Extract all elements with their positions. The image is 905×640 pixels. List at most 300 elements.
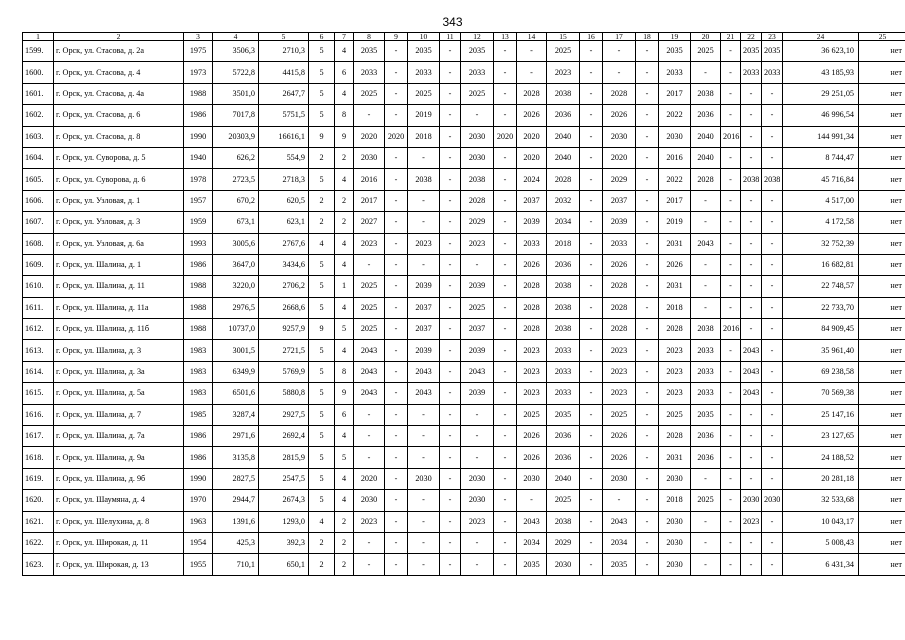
table-cell: 9 xyxy=(309,126,335,147)
table-cell: - xyxy=(494,383,517,404)
table-cell: 2030 xyxy=(408,468,440,489)
table-cell: 2023 xyxy=(408,233,440,254)
table-cell: 5880,8 xyxy=(259,383,309,404)
table-cell: 2030 xyxy=(461,126,494,147)
table-cell: - xyxy=(440,147,461,168)
table-cell: - xyxy=(691,532,721,553)
table-cell: - xyxy=(385,62,408,83)
table-cell: 5751,5 xyxy=(259,105,309,126)
table-cell: 2027 xyxy=(354,212,385,233)
table-row xyxy=(23,447,905,468)
table-cell: - xyxy=(408,212,440,233)
table-cell: - xyxy=(580,212,603,233)
table-cell: - xyxy=(762,468,783,489)
table-cell: 4 xyxy=(335,468,354,489)
table-cell: 2034 xyxy=(547,212,580,233)
table-cell: 2028 xyxy=(517,297,547,318)
table-cell: - xyxy=(603,490,636,511)
table-cell: г. Орск, ул. Шалина, д. 9а xyxy=(54,447,184,468)
table-cell: 2 xyxy=(309,532,335,553)
table-cell: - xyxy=(580,83,603,104)
table-cell: 2025 xyxy=(659,404,691,425)
table-cell: - xyxy=(494,532,517,553)
table-cell: 2030 xyxy=(354,490,385,511)
table-cell: - xyxy=(721,297,741,318)
table-cell: 2927,5 xyxy=(259,404,309,425)
table-cell: - xyxy=(385,532,408,553)
data-table xyxy=(22,32,905,576)
table-cell: 2035 xyxy=(461,41,494,62)
table-cell: 2030 xyxy=(461,468,494,489)
table-cell: - xyxy=(440,361,461,382)
table-cell: 2024 xyxy=(517,169,547,190)
table-cell: 5 xyxy=(309,490,335,511)
table-cell: 1986 xyxy=(184,447,213,468)
table-cell: - xyxy=(580,233,603,254)
table-cell: - xyxy=(385,468,408,489)
table-cell: - xyxy=(721,105,741,126)
table-cell: 2767,6 xyxy=(259,233,309,254)
table-cell: 2025 xyxy=(691,41,721,62)
table-cell: 2016 xyxy=(659,147,691,168)
table-cell: - xyxy=(721,554,741,575)
table-cell: 2026 xyxy=(603,254,636,275)
table-cell: 2038 xyxy=(547,83,580,104)
header-cell: 15 xyxy=(547,33,580,41)
table-cell: - xyxy=(494,105,517,126)
table-cell: - xyxy=(721,233,741,254)
table-cell: 2025 xyxy=(461,297,494,318)
table-cell: 2043 xyxy=(741,383,762,404)
table-cell: 5 xyxy=(309,105,335,126)
table-cell: - xyxy=(517,62,547,83)
table-cell: - xyxy=(721,169,741,190)
table-cell: - xyxy=(741,126,762,147)
table-cell: - xyxy=(494,147,517,168)
table-cell: 2034 xyxy=(603,532,636,553)
table-cell: 2025 xyxy=(354,319,385,340)
table-cell: 1293,0 xyxy=(259,511,309,532)
table-cell: - xyxy=(494,276,517,297)
table-cell: 2 xyxy=(335,147,354,168)
table-cell: 2721,5 xyxy=(259,340,309,361)
table-cell: - xyxy=(385,340,408,361)
table-cell: - xyxy=(721,511,741,532)
table-cell: - xyxy=(580,340,603,361)
table-row xyxy=(23,169,905,190)
header-cell: 18 xyxy=(636,33,659,41)
table-cell: 2025 xyxy=(354,83,385,104)
table-cell: - xyxy=(385,233,408,254)
table-cell: 5 xyxy=(309,383,335,404)
table-cell: 2039 xyxy=(408,340,440,361)
table-cell: - xyxy=(580,490,603,511)
table-cell: 2647,7 xyxy=(259,83,309,104)
table-cell: - xyxy=(580,404,603,425)
table-cell: - xyxy=(721,490,741,511)
table-cell: 2723,5 xyxy=(213,169,259,190)
table-cell: 1617. xyxy=(23,426,54,447)
table-cell: 2944,7 xyxy=(213,490,259,511)
table-cell: 3135,8 xyxy=(213,447,259,468)
table-cell: г. Орск, ул. Суворова, д. 6 xyxy=(54,169,184,190)
table-cell: 5 xyxy=(309,62,335,83)
table-cell: 2028 xyxy=(603,297,636,318)
table-cell: - xyxy=(517,41,547,62)
table-cell: - xyxy=(580,147,603,168)
table-cell: - xyxy=(494,169,517,190)
table-cell: 425,3 xyxy=(213,532,259,553)
table-cell: 1 xyxy=(335,276,354,297)
table-cell: - xyxy=(721,340,741,361)
header-cell: 20 xyxy=(691,33,721,41)
table-cell: 2674,3 xyxy=(259,490,309,511)
table-cell: 5 xyxy=(309,447,335,468)
table-cell: 2018 xyxy=(547,233,580,254)
table-row xyxy=(23,490,905,511)
table-cell: 2039 xyxy=(461,276,494,297)
header-cell: 24 xyxy=(783,33,859,41)
table-cell: 2033 xyxy=(741,62,762,83)
table-row xyxy=(23,147,905,168)
table-cell: - xyxy=(440,532,461,553)
table-cell: - xyxy=(762,212,783,233)
table-cell: 2036 xyxy=(547,105,580,126)
table-cell: - xyxy=(385,41,408,62)
table-cell: 650,1 xyxy=(259,554,309,575)
table-cell: 1619. xyxy=(23,468,54,489)
table-cell: 2040 xyxy=(691,126,721,147)
table-cell: 2827,5 xyxy=(213,468,259,489)
table-cell: 3005,6 xyxy=(213,233,259,254)
table-cell: 45 716,84 xyxy=(783,169,859,190)
table-cell: 2018 xyxy=(408,126,440,147)
table-cell: - xyxy=(354,105,385,126)
table-cell: 2023 xyxy=(659,361,691,382)
table-cell: - xyxy=(385,383,408,404)
table-cell: 2026 xyxy=(603,447,636,468)
table-cell: 1612. xyxy=(23,319,54,340)
table-row xyxy=(23,404,905,425)
table-cell: - xyxy=(762,297,783,318)
table-cell: 4 xyxy=(335,83,354,104)
table-cell: - xyxy=(440,511,461,532)
table-cell: 2019 xyxy=(408,105,440,126)
table-cell: 2017 xyxy=(659,190,691,211)
table-cell: 2023 xyxy=(603,340,636,361)
table-cell: 5 xyxy=(309,340,335,361)
table-cell: 2031 xyxy=(659,276,691,297)
table-cell: 5 xyxy=(309,41,335,62)
table-cell: 554,9 xyxy=(259,147,309,168)
header-cell: 2 xyxy=(54,33,184,41)
table-cell: 2971,6 xyxy=(213,426,259,447)
table-cell: - xyxy=(636,169,659,190)
table-cell: - xyxy=(636,83,659,104)
table-cell: 2040 xyxy=(547,147,580,168)
table-cell: 1611. xyxy=(23,297,54,318)
table-cell: - xyxy=(354,554,385,575)
table-cell: 1963 xyxy=(184,511,213,532)
table-cell: 1985 xyxy=(184,404,213,425)
table-cell: 2043 xyxy=(408,383,440,404)
table-cell: нет xyxy=(859,126,905,147)
table-cell: - xyxy=(721,383,741,404)
table-cell: - xyxy=(461,105,494,126)
table-cell: - xyxy=(494,190,517,211)
table-cell: - xyxy=(494,297,517,318)
table-cell: 2030 xyxy=(354,147,385,168)
table-cell: 5722,8 xyxy=(213,62,259,83)
table-cell: 1603. xyxy=(23,126,54,147)
table-cell: 4 xyxy=(335,233,354,254)
table-row xyxy=(23,319,905,340)
table-cell: 2043 xyxy=(517,511,547,532)
table-cell: г. Орск, ул. Шалина, д. 3 xyxy=(54,340,184,361)
table-cell: - xyxy=(721,532,741,553)
table-cell: 2028 xyxy=(603,83,636,104)
table-cell: - xyxy=(494,340,517,361)
table-cell: 4 xyxy=(335,490,354,511)
table-cell: - xyxy=(494,426,517,447)
table-cell: - xyxy=(494,511,517,532)
table-cell: - xyxy=(580,383,603,404)
table-cell: - xyxy=(636,447,659,468)
table-cell: - xyxy=(691,554,721,575)
table-cell: 2038 xyxy=(741,169,762,190)
table-cell: - xyxy=(494,447,517,468)
table-cell: - xyxy=(762,147,783,168)
table-cell: 2 xyxy=(335,554,354,575)
table-cell: 1986 xyxy=(184,426,213,447)
table-cell: 1988 xyxy=(184,297,213,318)
table-cell: 20 281,18 xyxy=(783,468,859,489)
table-cell: 2038 xyxy=(547,297,580,318)
table-cell: 6501,6 xyxy=(213,383,259,404)
table-cell: нет xyxy=(859,83,905,104)
table-cell: 2023 xyxy=(659,383,691,404)
table-cell: г. Орск, ул. Стасова, д. 2а xyxy=(54,41,184,62)
table-cell: - xyxy=(580,361,603,382)
table-cell: 2023 xyxy=(547,62,580,83)
table-cell: 1954 xyxy=(184,532,213,553)
header-row xyxy=(23,33,905,41)
table-cell: 2043 xyxy=(741,340,762,361)
table-cell: 9257,9 xyxy=(259,319,309,340)
table-cell: 5 xyxy=(309,169,335,190)
table-cell: 2028 xyxy=(659,426,691,447)
table-cell: 2023 xyxy=(517,361,547,382)
table-cell: - xyxy=(741,147,762,168)
table-cell: - xyxy=(580,554,603,575)
table-cell: 8 xyxy=(335,105,354,126)
table-cell: 2030 xyxy=(659,554,691,575)
table-cell: - xyxy=(721,404,741,425)
table-cell: - xyxy=(741,105,762,126)
table-cell: 2029 xyxy=(461,212,494,233)
table-cell: нет xyxy=(859,254,905,275)
table-cell: - xyxy=(636,297,659,318)
table-cell: 670,2 xyxy=(213,190,259,211)
table-cell: - xyxy=(762,254,783,275)
table-cell: 1599. xyxy=(23,41,54,62)
table-cell: - xyxy=(636,105,659,126)
table-cell: - xyxy=(636,511,659,532)
table-cell: - xyxy=(741,404,762,425)
table-cell: 2023 xyxy=(461,511,494,532)
table-cell: 2036 xyxy=(547,447,580,468)
table-row xyxy=(23,126,905,147)
table-cell: 4 517,00 xyxy=(783,190,859,211)
table-cell: - xyxy=(721,361,741,382)
table-cell: 4415,8 xyxy=(259,62,309,83)
table-cell: - xyxy=(461,254,494,275)
table-cell: 2020 xyxy=(354,468,385,489)
table-cell: - xyxy=(408,554,440,575)
table-cell: - xyxy=(408,511,440,532)
table-cell: нет xyxy=(859,511,905,532)
table-cell: - xyxy=(721,254,741,275)
table-cell: - xyxy=(440,212,461,233)
table-row xyxy=(23,511,905,532)
table-cell: 16 682,81 xyxy=(783,254,859,275)
table-cell: - xyxy=(636,404,659,425)
table-cell: 2 xyxy=(309,554,335,575)
table-cell: г. Орск, ул. Шалина, д. 7 xyxy=(54,404,184,425)
table-cell: г. Орск, ул. Широкая, д. 11 xyxy=(54,532,184,553)
header-cell: 7 xyxy=(335,33,354,41)
table-cell: г. Орск, ул. Узловая, д. 3 xyxy=(54,212,184,233)
table-cell: 2026 xyxy=(603,426,636,447)
table-cell: г. Орск, ул. Стасова, д. 4а xyxy=(54,83,184,104)
table-cell: 3506,3 xyxy=(213,41,259,62)
header-cell: 22 xyxy=(741,33,762,41)
table-cell: - xyxy=(762,233,783,254)
table-cell: 2033 xyxy=(603,233,636,254)
table-cell: - xyxy=(580,426,603,447)
header-cell: 6 xyxy=(309,33,335,41)
table-cell: 2030 xyxy=(547,554,580,575)
table-cell: 1391,6 xyxy=(213,511,259,532)
table-cell: - xyxy=(580,511,603,532)
table-cell: 4 xyxy=(335,169,354,190)
table-cell: - xyxy=(385,147,408,168)
table-cell: 2 xyxy=(335,190,354,211)
table-cell: - xyxy=(741,254,762,275)
table-cell: - xyxy=(461,426,494,447)
table-cell: 5 xyxy=(309,404,335,425)
table-cell: 2036 xyxy=(691,447,721,468)
table-cell: 32 533,68 xyxy=(783,490,859,511)
table-cell: - xyxy=(636,126,659,147)
table-cell: 7017,8 xyxy=(213,105,259,126)
table-row xyxy=(23,297,905,318)
table-cell: 5 xyxy=(309,254,335,275)
table-cell: нет xyxy=(859,340,905,361)
table-cell: - xyxy=(580,297,603,318)
table-cell: - xyxy=(762,276,783,297)
table-cell: нет xyxy=(859,490,905,511)
table-row xyxy=(23,361,905,382)
table-cell: - xyxy=(636,340,659,361)
table-cell: 2038 xyxy=(461,169,494,190)
table-cell: 2026 xyxy=(517,447,547,468)
table-cell: - xyxy=(762,447,783,468)
table-cell: 620,5 xyxy=(259,190,309,211)
table-cell: - xyxy=(580,126,603,147)
table-cell: - xyxy=(440,297,461,318)
table-cell: 2030 xyxy=(659,511,691,532)
table-cell: 6 xyxy=(335,404,354,425)
table-cell: 2037 xyxy=(517,190,547,211)
table-cell: нет xyxy=(859,212,905,233)
table-cell: 2038 xyxy=(547,276,580,297)
table-cell: нет xyxy=(859,233,905,254)
table-cell: 2035 xyxy=(691,404,721,425)
table-cell: 2036 xyxy=(691,105,721,126)
table-cell: 2028 xyxy=(461,190,494,211)
table-cell: г. Орск, ул. Стасова, д. 8 xyxy=(54,126,184,147)
table-cell: 5 xyxy=(335,447,354,468)
table-cell: - xyxy=(580,169,603,190)
table-cell: 1609. xyxy=(23,254,54,275)
table-cell: - xyxy=(385,447,408,468)
table-cell: 4 172,58 xyxy=(783,212,859,233)
table-cell: - xyxy=(440,319,461,340)
table-cell: 2033 xyxy=(354,62,385,83)
table-cell: - xyxy=(636,62,659,83)
table-cell: - xyxy=(408,254,440,275)
header-cell: 10 xyxy=(408,33,440,41)
table-cell: г. Орск, ул. Узловая, д. 1 xyxy=(54,190,184,211)
table-cell: 4 xyxy=(335,297,354,318)
table-cell: 2028 xyxy=(691,169,721,190)
table-cell: 2016 xyxy=(721,319,741,340)
table-cell: - xyxy=(691,297,721,318)
table-cell: 5 xyxy=(309,276,335,297)
table-cell: - xyxy=(461,404,494,425)
table-cell: - xyxy=(762,404,783,425)
table-cell: - xyxy=(385,511,408,532)
table-cell: - xyxy=(354,426,385,447)
table-cell: - xyxy=(762,105,783,126)
table-cell: 1959 xyxy=(184,212,213,233)
table-cell: - xyxy=(741,83,762,104)
table-cell: нет xyxy=(859,532,905,553)
table-cell: - xyxy=(721,468,741,489)
table-cell: нет xyxy=(859,468,905,489)
table-cell: - xyxy=(636,554,659,575)
table-cell: 1988 xyxy=(184,83,213,104)
table-cell: 9 xyxy=(335,126,354,147)
table-cell: 673,1 xyxy=(213,212,259,233)
table-cell: 1606. xyxy=(23,190,54,211)
table-cell: 2026 xyxy=(659,254,691,275)
table-row xyxy=(23,190,905,211)
header-cell: 5 xyxy=(259,33,309,41)
table-cell: - xyxy=(580,319,603,340)
table-cell: 2043 xyxy=(461,361,494,382)
table-cell: 2035 xyxy=(354,41,385,62)
table-cell: - xyxy=(762,361,783,382)
table-cell: 2028 xyxy=(547,169,580,190)
table-cell: г. Орск, ул. Шалина, д. 5а xyxy=(54,383,184,404)
table-cell: - xyxy=(494,319,517,340)
table-cell: 32 752,39 xyxy=(783,233,859,254)
table-cell: - xyxy=(636,276,659,297)
table-cell: 2033 xyxy=(547,340,580,361)
table-cell: 70 569,38 xyxy=(783,383,859,404)
